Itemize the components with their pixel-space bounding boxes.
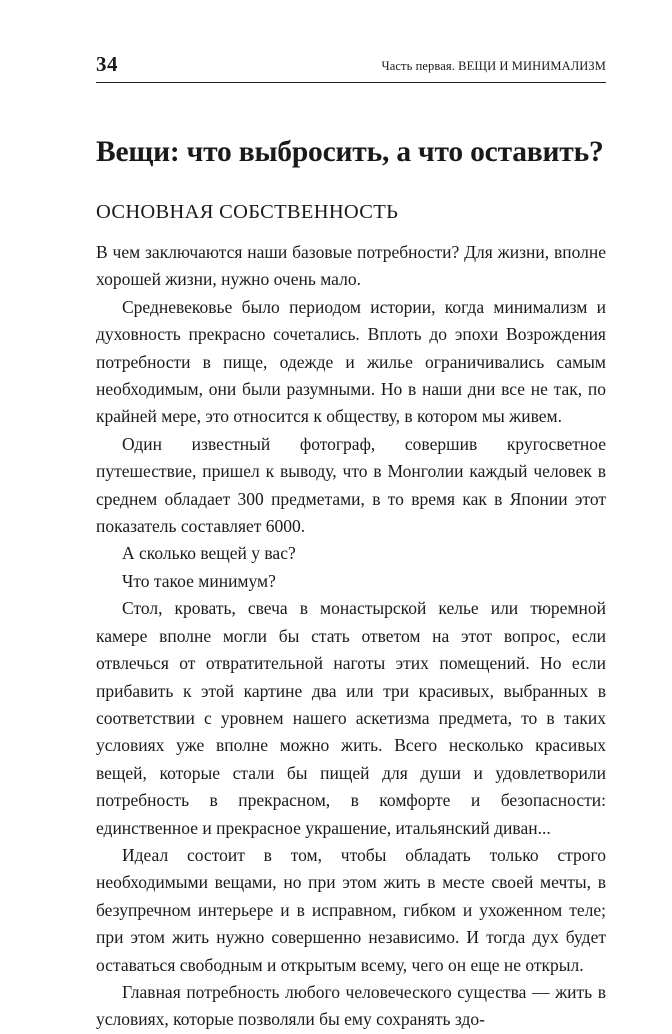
paragraph-1: В чем заключаются наши базовые потребности? Для жизни, вполне хорошей жизни, нужно очень мало. <box>96 242 606 290</box>
page-number: 34 <box>96 52 118 76</box>
paragraph-8: Главная потребность любого человеческого существа — жить в условиях, которые позволяли бы ему сохранять здо- <box>96 981 606 1030</box>
running-header <box>96 48 606 83</box>
paragraph-5: Что такое минимум? <box>122 570 276 591</box>
body-text <box>96 239 606 1034</box>
paragraph-2: Средневековье было периодом истории, когда минимализм и духовность прекрасно сочетались. Вплоть до эпохи Возрождения потребности в пище, одежде и жилье ограничивались самым необходимым, они были разумными. Но в наши дни все не так, по крайней мере, это относится к обществу, в котором мы живем. <box>96 296 606 427</box>
section-title: ОСНОВНАЯ СОБСТВЕННОСТЬ <box>96 201 399 223</box>
running-header-section: Часть первая. ВЕЩИ И МИНИМАЛИЗМ <box>381 59 606 73</box>
book-page <box>96 48 606 1034</box>
paragraph-3: Один известный фотограф, совершив кругосветное путешествие, пришел к выводу, что в Монголии каждый человек в среднем обладает 300 предметами, в то время как в Японии этот показатель составляет 6000. <box>96 433 606 537</box>
chapter-title: Вещи: что выбросить, а что оставить? <box>96 136 604 168</box>
paragraph-7: Идеал состоит в том, чтобы обладать только строго необходимыми вещами, но при этом жить в месте своей мечты, в безупречном интерьере и в исправном, гибком и ухоженном теле; при этом жить нужно совершенно независимо. И тогда дух будет оставаться свободным и открытым всему, чего он еще не открыл. <box>96 844 606 975</box>
paragraph-4: А сколько вещей у вас? <box>122 543 296 564</box>
paragraph-6: Стол, кровать, свеча в монастырской келье или тюремной камере вполне могли бы стать ответом на этот вопрос, если отвлечься от отвратительной наготы этих помещений. Но если прибавить к этой картине два или три красивых, выбранных в соответствии с уровнем нашего аскетизма предмета, то в таких условиях уже вполне можно жить. Всего несколько красивых вещей, которые стали бы пищей для души и удовлетворили потребность в прекрасном, в комфорте и безопасности: единственное и прекрасное украшение, итальянский диван... <box>96 598 606 838</box>
